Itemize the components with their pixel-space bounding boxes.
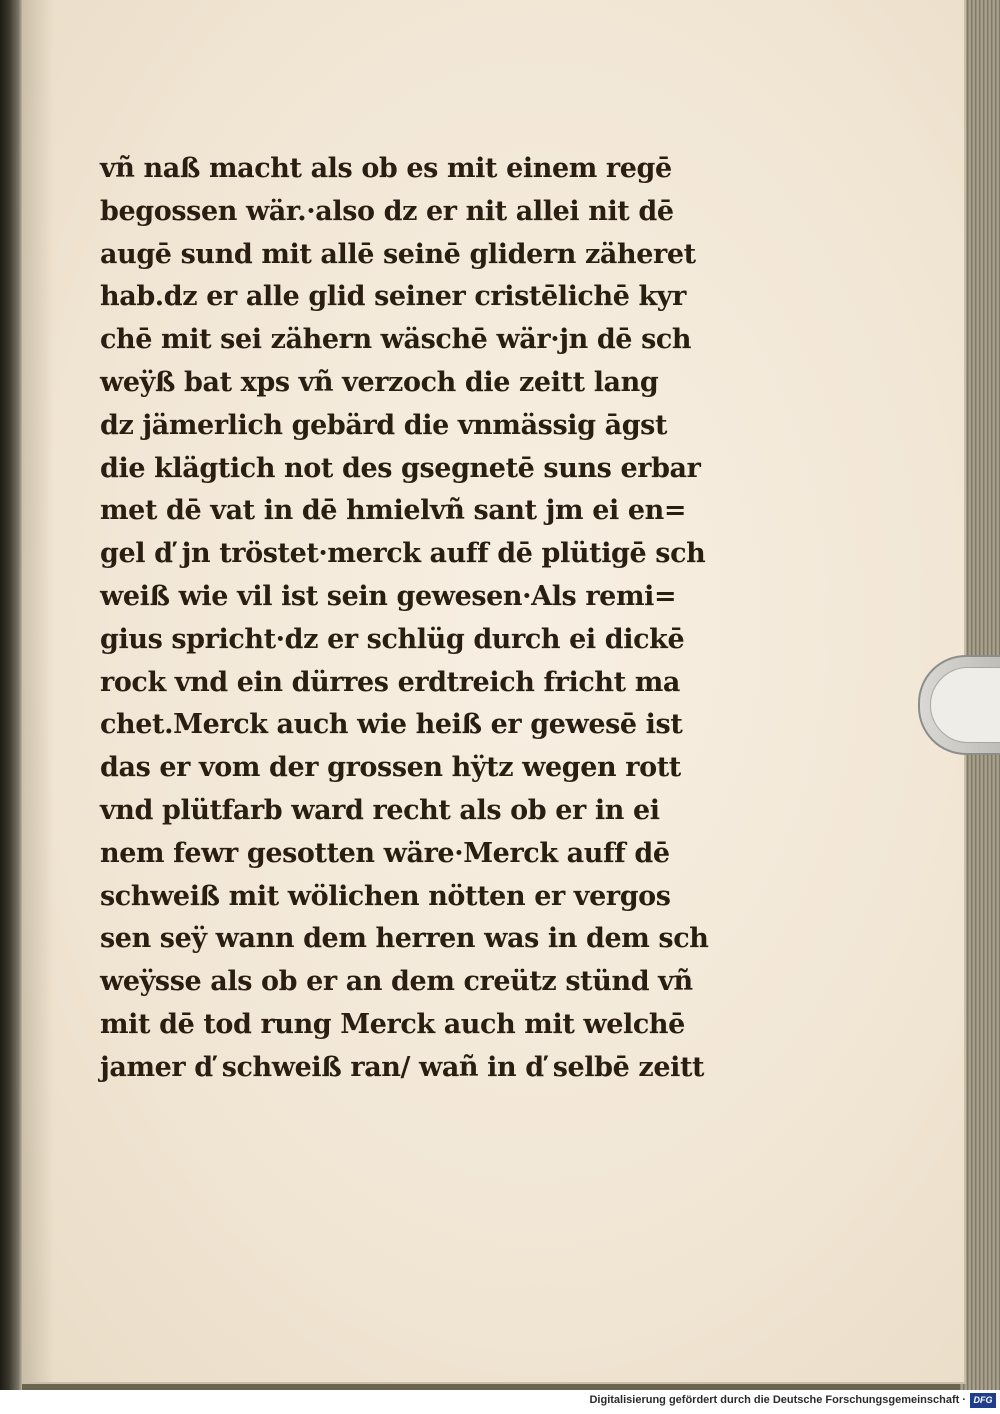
dfg-logo: DFG — [970, 1393, 996, 1408]
text-line: gel ď jn tröstet·merck auff dē plütigē sch — [100, 538, 706, 570]
text-line: jamer ď schweiß ran/ wañ in ď selbē zeitt — [100, 1051, 705, 1083]
text-line: mit dē tod rung Merck auch mit welchē — [100, 1008, 685, 1040]
page-clip-inner — [930, 667, 1000, 743]
text-line: met dē vat in dē hmielvñ sant jm ei en= — [100, 495, 687, 527]
footer-bar — [0, 1390, 1000, 1414]
text-line: schweiß mit wölichen nötten er vergos — [100, 880, 671, 912]
text-line: vñ naß macht als ob es mit einem regē — [100, 153, 672, 184]
text-line: rock vnd ein dürres erdtreich fricht ma — [100, 666, 680, 698]
text-line: chet.Merck auch wie heiß er gewesē ist — [100, 709, 683, 741]
text-line: nem fewr gesotten wäre·Merck auff dē — [100, 837, 670, 869]
text-line: sen seÿ wann dem herren was in dem sch — [100, 923, 709, 955]
text-block — [100, 148, 780, 1090]
text-line: die klägtich not des gsegnetē suns erbar — [100, 452, 701, 484]
text-line: augē sund mit allē seinē glidern zäheret — [100, 238, 696, 270]
text-line: dz jämerlich gebärd die vnmässig āgst — [100, 409, 668, 441]
book-spine-edge — [0, 0, 22, 1390]
text-line: weÿsse als ob er an dem creütz stünd vñ — [100, 966, 693, 998]
text-line: hab.dz er alle glid seiner cristēlichē kyr — [100, 281, 686, 313]
funding-credit: Digitalisierung gefördert durch die Deutsche Forschungsgemeinschaft · — [589, 1394, 966, 1406]
text-line: gius spricht·dz er schlüg durch ei dickē — [100, 623, 685, 655]
text-line: weÿß bat xps vñ verzoch die zeitt lang — [100, 366, 659, 398]
text-line: begossen wär.·also dz er nit allei nit dē — [100, 195, 674, 227]
text-line: das er vom der grossen hÿtz wegen rott — [100, 752, 681, 784]
text-line: chē mit sei zähern wäschē wär·jn dē sch — [100, 324, 692, 356]
text-line: vnd plütfarb ward recht als ob er in ei — [100, 794, 660, 826]
text-line: weiß wie vil ist sein gewesen·Als remi= — [100, 580, 677, 612]
